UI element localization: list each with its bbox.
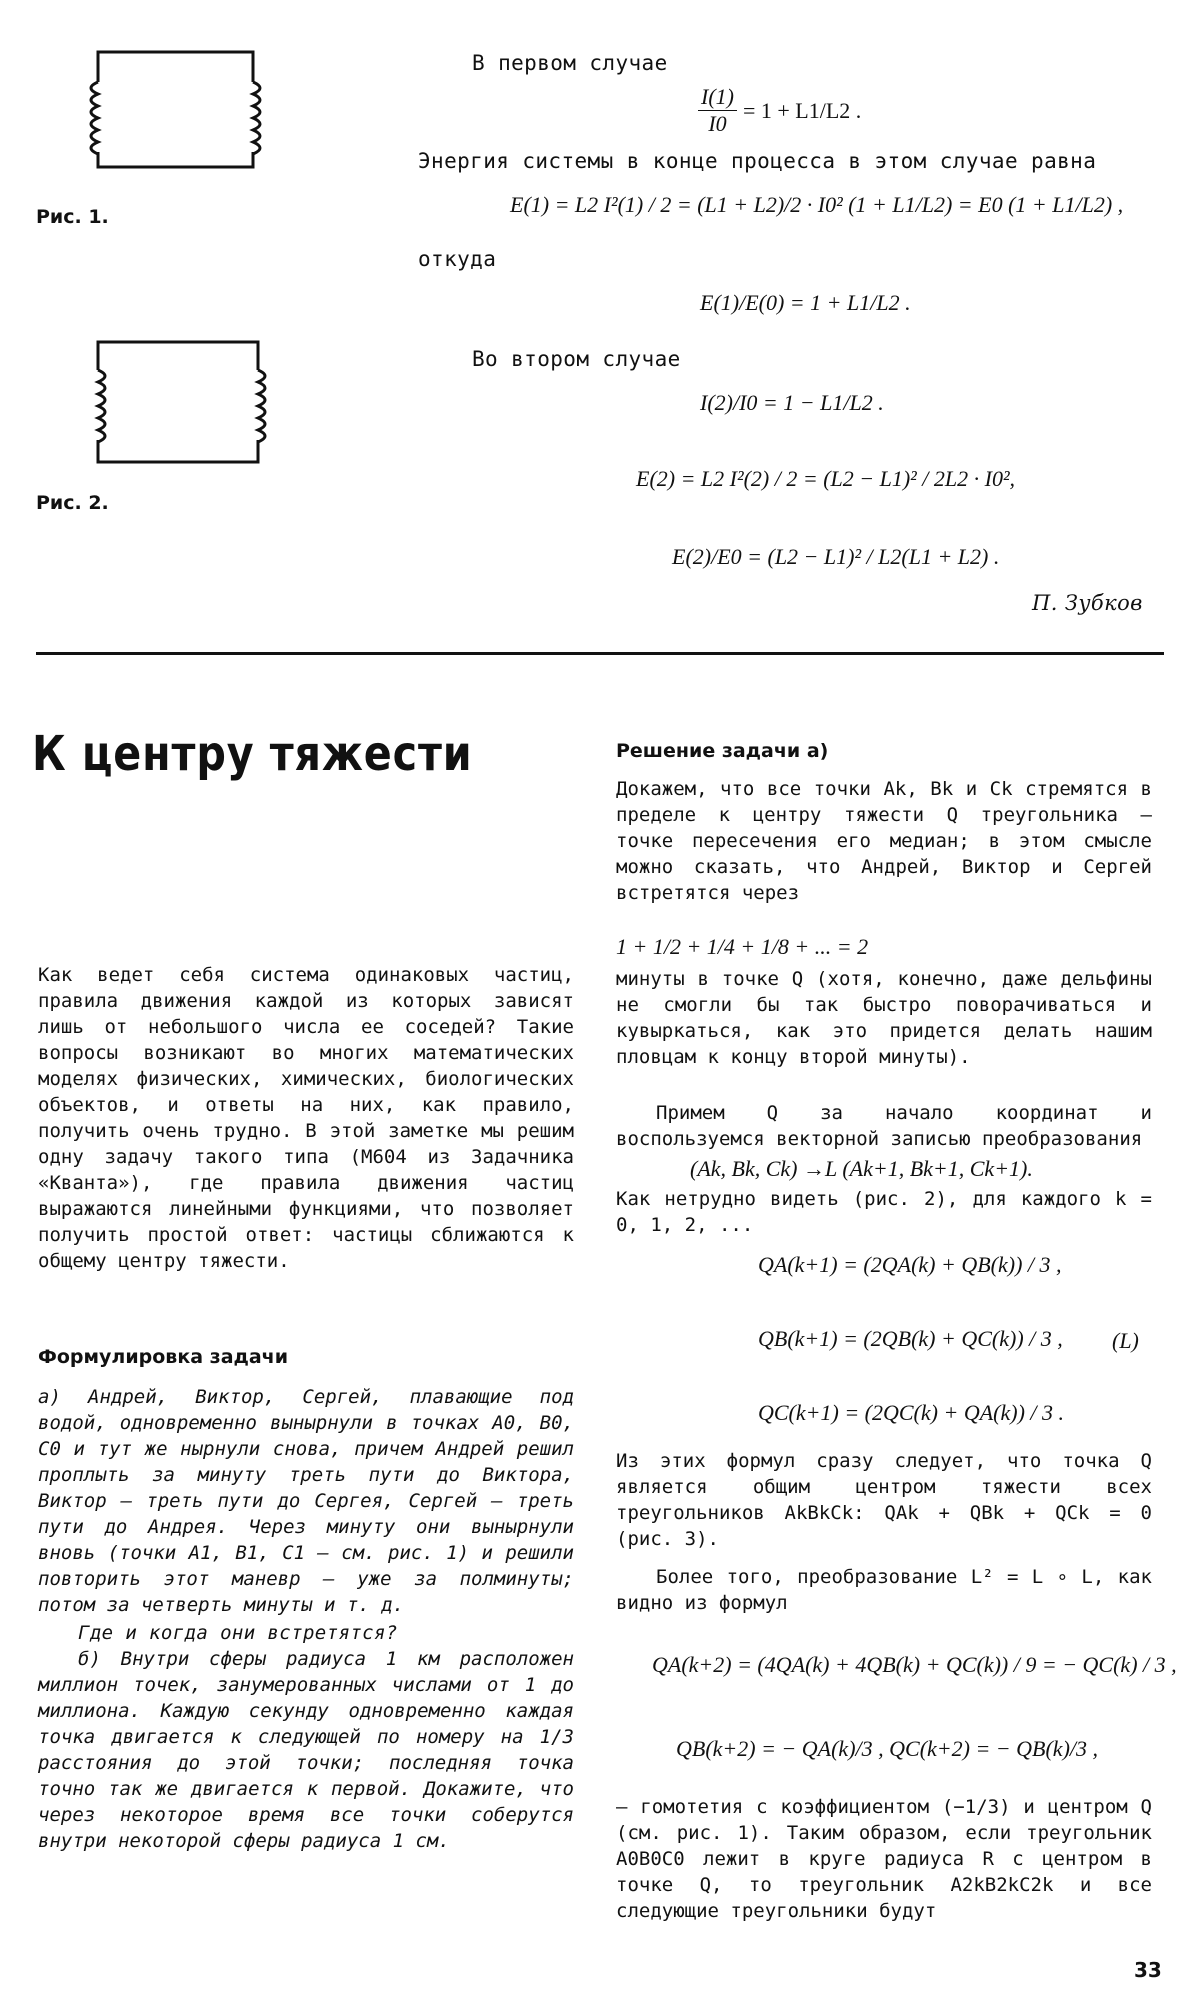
case2-energy: E(2) = L2 I²(2) / 2 = (L2 − L1)² / 2L2 · I0², — [636, 466, 1016, 491]
equation-L2-b: QB(k+2) = − QA(k)/3 , QC(k+2) = − QB(k)/3 , — [676, 1736, 1099, 1761]
energy-intro: Энергия системы в конце процесса в этом случае равна — [418, 149, 1097, 173]
problem-a-question: Где и когда они встретятся? — [78, 1622, 398, 1644]
figure-1-coils — [78, 42, 278, 172]
solution-p3: Как нетрудно видеть (рис. 2), для каждого k = 0, 1, 2, ... — [616, 1188, 1152, 1236]
solution-p6: — гомотетия с коэффициентом (−1/3) и центром Q (см. рис. 1). Таким образом, если треугольник A0B0C0 лежит в круге радиуса R с центром в точке Q, то треугольник A2kB2kC2k и все следующие треугольники будут — [616, 1796, 1152, 1922]
equation-label: (L) — [1112, 1328, 1139, 1353]
problem-a: а) Андрей, Виктор, Сергей, плавающие под водой, одновременно вынырнули в точках A0, B0, C0 и тут же нырнули снова, причем Андрей решил проплыть за минуту треть пути до Виктора, Виктор — треть пути до Сергея, Сергей — треть пути до Андрея. Через минуту они вынырнули вновь (точки A1, B1, C1 — см. рис. 1) и решили повторить этот маневр — уже за полминуты; потом за четверть минуты и т. д. — [38, 1386, 574, 1616]
case1-intro: В первом случае — [472, 51, 668, 75]
solution-series: 1 + 1/2 + 1/4 + 1/8 + ... = 2 — [616, 934, 869, 959]
page-number: 33 — [1134, 1958, 1162, 1982]
figure-1-caption: Рис. 1. — [36, 206, 109, 228]
whence: откуда — [418, 247, 497, 271]
equation-L2: QB(k+1) = (2QB(k) + QC(k)) / 3 , — [758, 1326, 1063, 1351]
solution-p5: Более того, преобразование L² = L ∘ L, как видно из формул — [616, 1566, 1152, 1614]
case2-intro: Во втором случае — [472, 347, 681, 371]
case2-ratio: I(2)/I0 = 1 − L1/L2 . — [700, 390, 884, 415]
solution-p2: Примем Q за начало координат и воспользуемся векторной записью преобразования — [616, 1102, 1152, 1150]
problem-heading: Формулировка задачи — [38, 1346, 289, 1368]
solution-p1b: минуты в точке Q (хотя, конечно, даже дельфины не смогли бы так быстро поворачиваться и кувыркаться, как это придется делать нашим пловцам к концу второй минуты). — [616, 968, 1152, 1068]
figure-2-coils — [78, 330, 278, 470]
problem-b: б) Внутри сферы радиуса 1 км расположен миллион точек, занумерованных числами от 1 до миллиона. Каждую секунду одновременно каждая точка двигается к следующей по номеру на 1/3 расстояния до этой точки; последняя точка точно так же двигается к первой. Докажите, что через некоторое время все точки соберутся внутри некоторой сферы радиуса 1 см. — [38, 1648, 574, 1852]
solution-heading: Решение задачи а) — [616, 740, 829, 762]
article-title: К центру тяжести — [32, 726, 473, 782]
equation-L2-a: QA(k+2) = (4QA(k) + 4QB(k) + QC(k)) / 9 = − QC(k) / 3 , — [652, 1652, 1177, 1677]
intro-paragraph: Как ведет себя система одинаковых частиц, правила движения каждой из которых зависят лишь от небольшого числа ее соседей? Такие вопросы возникают во многих математических моделях физических, химических, биологических объектов, и ответы на них, как правило, получить очень трудно. В этой заметке мы решим одну задачу такого типа (М604 из Задачника «Кванта»), где правила движения частиц выражаются линейными функциями, что позволяет получить простой ответ: частицы сближаются к общему центру тяжести. — [38, 964, 574, 1272]
equation-L1: QA(k+1) = (2QA(k) + QB(k)) / 3 , — [758, 1252, 1062, 1277]
author: П. Зубков — [1032, 591, 1143, 615]
section-divider — [36, 652, 1164, 655]
solution-p4: Из этих формул сразу следует, что точка Q является общим центром тяжести всех треугольников AkBkCk: QAk + QBk + QCk = 0 (рис. 3). — [616, 1450, 1152, 1550]
case1-ratio: $\frac{I(1)}{I0}$ = 1 + L1/L2 . — [698, 84, 861, 137]
figure-2-caption: Рис. 2. — [36, 492, 109, 514]
case2-energy-ratio: E(2)/E0 = (L2 − L1)² / L2(L1 + L2) . — [672, 544, 1000, 569]
energy-ratio: E(1)/E(0) = 1 + L1/L2 . — [700, 290, 911, 315]
solution-transform: (Ak, Bk, Ck) →L (Ak+1, Bk+1, Ck+1). — [690, 1156, 1033, 1181]
energy-formula: E(1) = L2 I²(1) / 2 = (L1 + L2)/2 · I0² (1 + L1/L2) = E0 (1 + L1/L2) , — [510, 192, 1124, 217]
solution-p1a: Докажем, что все точки Ak, Bk и Ck стремятся в пределе к центру тяжести Q треугольника — точке пересечения его медиан; в этом смысле можно сказать, что Андрей, Виктор и Сергей встретятся через — [616, 778, 1152, 904]
equation-L3: QC(k+1) = (2QC(k) + QA(k)) / 3 . — [758, 1400, 1065, 1425]
